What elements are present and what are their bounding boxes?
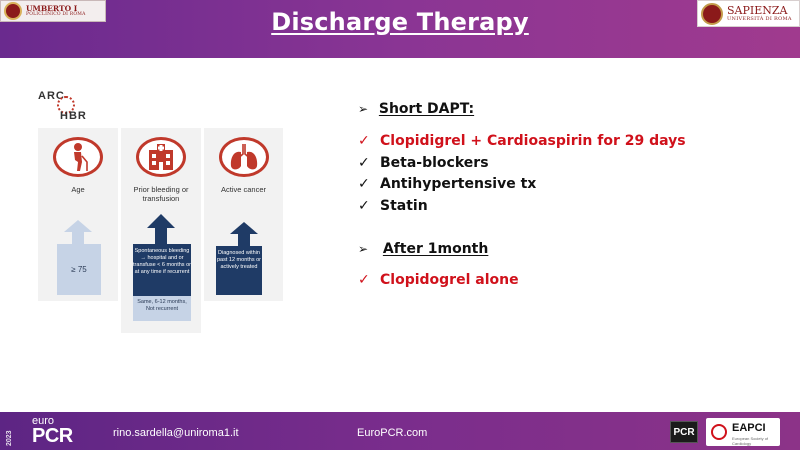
check-icon: ✓ — [358, 176, 370, 192]
eapci-badge — [706, 418, 780, 446]
criterion-bleeding-box: Spontaneous bleeding → hospital and or transfuse < 6 months or at any time if recurrent — [133, 244, 191, 296]
criterion-age-box: ≥ 75 — [57, 244, 101, 295]
elderly-person-icon — [53, 137, 103, 177]
criterion-bleeding-arrow — [147, 214, 175, 244]
footer-site-link[interactable]: EuroPCR.com — [357, 427, 428, 439]
footer-brand-pcr: PCR — [32, 425, 73, 447]
umberto-logo-text: UMBERTO I — [26, 3, 78, 13]
section-after-1month-title: After 1month — [382, 241, 489, 257]
check-icon: ✓ — [358, 155, 370, 171]
heart-icon — [711, 424, 727, 440]
criterion-bleeding — [121, 128, 201, 333]
criterion-cancer-label: Active cancer — [220, 185, 267, 194]
sapienza-seal-icon — [701, 3, 723, 25]
criterion-cancer — [204, 128, 283, 301]
list-item — [358, 133, 686, 149]
arrow-bullet-icon: ➢ — [358, 242, 369, 256]
footer-year: 2023 — [6, 430, 13, 446]
criterion-age — [38, 128, 118, 301]
section-short-dapt-heading — [358, 101, 474, 117]
list-item-text: Clopidogrel alone — [380, 272, 519, 288]
check-icon: ✓ — [358, 198, 370, 214]
hbr-text: HBR — [60, 110, 87, 122]
sapienza-logo-text: SAPIENZA — [727, 4, 788, 17]
eapci-label: EAPCI — [732, 422, 766, 434]
list-item — [358, 272, 519, 288]
criterion-bleeding-box-secondary: Same, 6-12 months, Not recurrent — [133, 296, 191, 321]
eapci-sublabel: European Society of Cardiology — [732, 436, 769, 446]
criterion-age-arrow — [64, 220, 92, 244]
section-short-dapt-title: Short DAPT: — [378, 101, 475, 117]
hospital-icon — [136, 137, 186, 177]
europcr-logo — [6, 414, 96, 448]
section-after-1month-heading — [358, 241, 488, 257]
criterion-bleeding-label: Prior bleeding or transfusion — [133, 185, 189, 204]
arc-hbr-logo — [38, 90, 98, 122]
list-item — [358, 155, 489, 171]
umberto-logo-subtext: POLICLINICO DI ROMA — [26, 12, 86, 17]
list-item-text: Antihypertensive tx — [380, 176, 537, 192]
list-item — [358, 176, 536, 192]
sapienza-logo-subtext: UNIVERSITÀ DI ROMA — [727, 16, 792, 22]
criterion-age-label: Age — [71, 185, 85, 194]
pcr-badge: PCR — [670, 421, 698, 443]
lungs-icon — [219, 137, 269, 177]
page-title: Discharge Therapy — [271, 8, 529, 36]
check-icon: ✓ — [358, 133, 370, 149]
arrow-bullet-icon: ➢ — [358, 102, 369, 116]
list-item-text: Clopidigrel + Cardioaspirin for 29 days — [380, 133, 686, 149]
criterion-cancer-box: Diagnosed within past 12 months or actively treated — [216, 246, 262, 295]
list-item — [358, 198, 428, 214]
sapienza-logo — [697, 0, 800, 27]
list-item-text: Statin — [380, 198, 428, 214]
check-icon: ✓ — [358, 272, 370, 288]
list-item-text: Beta-blockers — [380, 155, 489, 171]
arc-text: ARC — [38, 90, 65, 102]
footer-email-link[interactable]: rino.sardella@uniroma1.it — [113, 427, 239, 439]
footer-brand-euro: euro — [32, 415, 55, 427]
criterion-cancer-arrow — [230, 222, 258, 246]
